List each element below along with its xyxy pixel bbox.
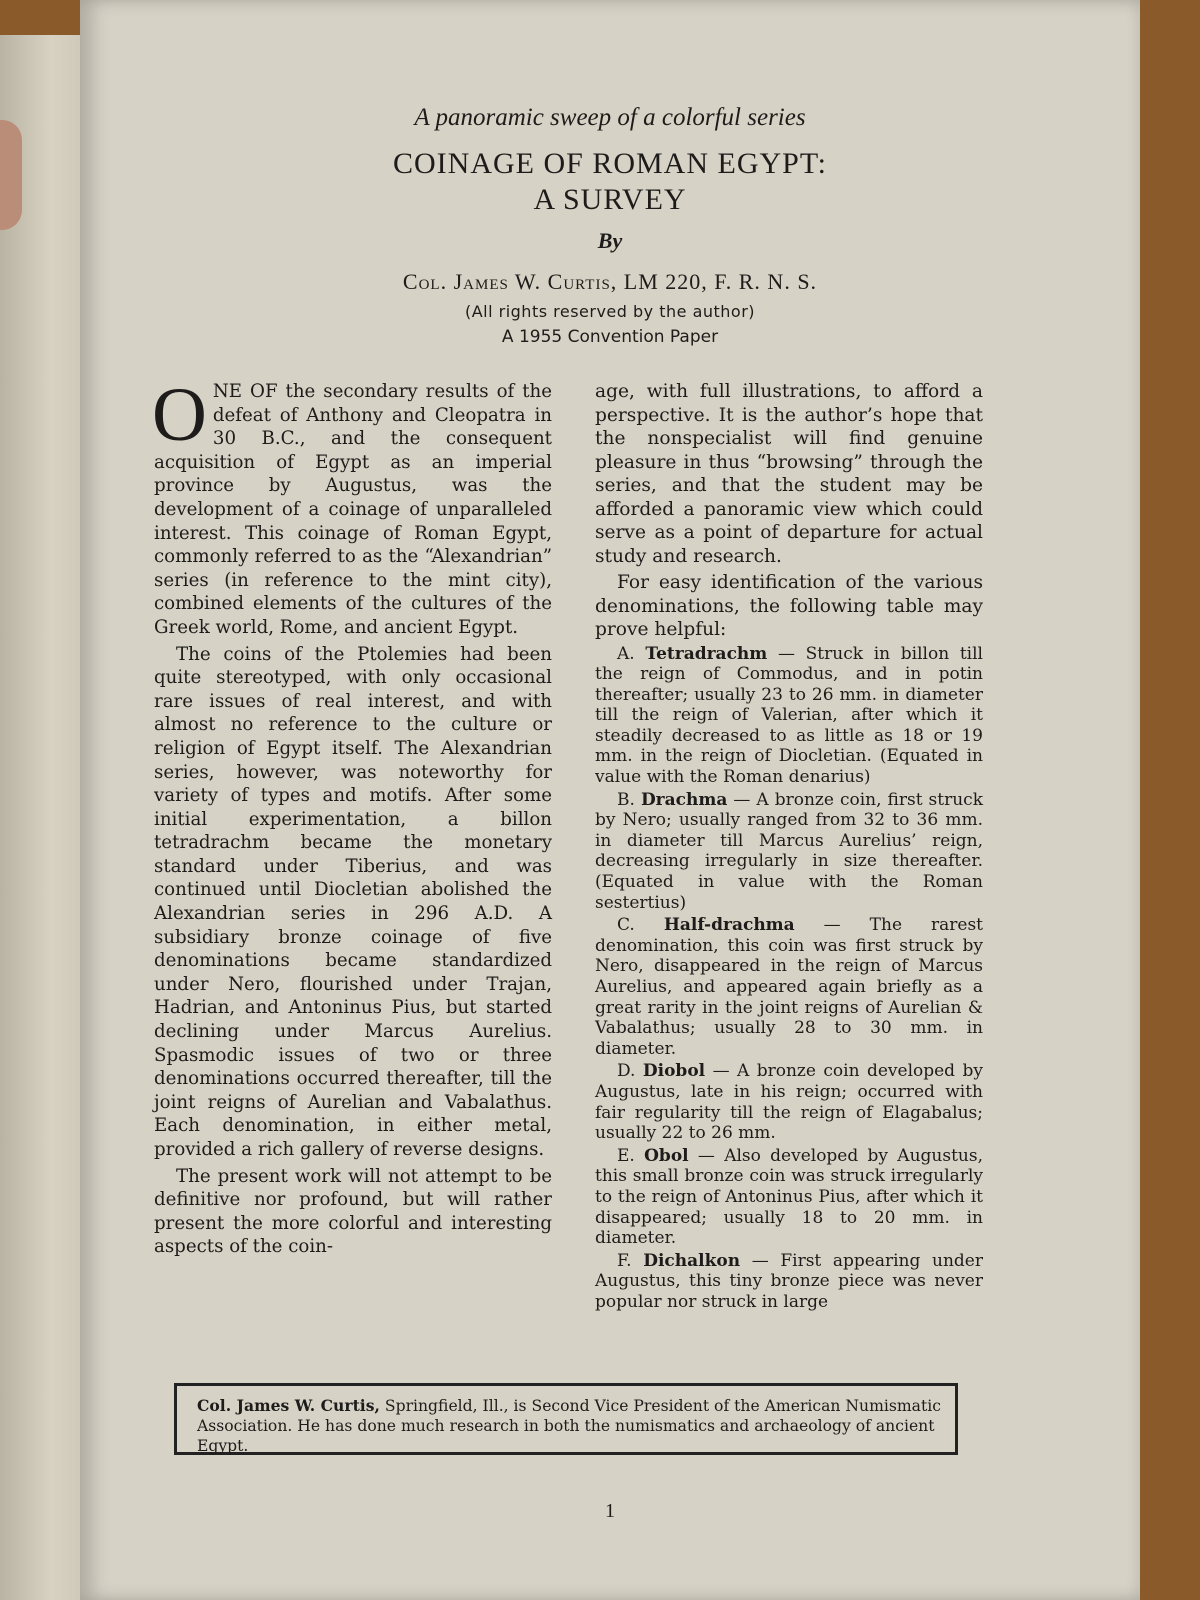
denomination-name: Diobol	[642, 1061, 706, 1082]
denomination-name: Tetradrachm	[645, 643, 768, 664]
rights-notice: (All rights reserved by the author)	[464, 302, 756, 321]
page-number: 1	[605, 1500, 615, 1522]
article-title	[80, 146, 1140, 218]
title-line-2: A SURVEY	[533, 183, 687, 216]
article-page	[80, 0, 1140, 1600]
intro-paragraph	[152, 373, 552, 640]
convention-note: A 1955 Convention Paper	[501, 327, 719, 347]
denomination-item: D. Diobol — A bronze coin developed by Augustus, late in his reign; occurred with fair regularity till the reign of Elagabalus; usually 22 to 26 mm.	[595, 1061, 983, 1144]
title-line-1: COINAGE OF ROMAN EGYPT:	[392, 147, 828, 180]
present-work-paragraph: The present work will not attempt to be definitive nor profound, but will rather present the more colorful and interesting aspects of the coin-	[154, 1165, 552, 1258]
thumb	[0, 120, 22, 230]
kicker: A panoramic sweep of a colorful series	[414, 104, 806, 131]
denomination-name: Drachma	[640, 789, 728, 810]
denomination-item: F. Dichalkon — First appearing under Augustus, this tiny bronze piece was never popular nor struck in large	[595, 1250, 983, 1312]
denomination-item: E. Obol — Also developed by Augustus, this small bronze coin was struck irregularly to the reign of Antoninus Pius, after which it disappeared; usually 18 to 20 mm. in diameter.	[595, 1145, 983, 1249]
denomination-name: Dichalkon	[643, 1250, 741, 1271]
denomination-name: Half-drachma	[663, 915, 795, 936]
ptolemies-paragraph: The coins of the Ptolemies had been quite stereotyped, with only occasional rare issues of real interest, and with almost no reference to the culture or religion of Egypt itself. The Alexandrian series, however, was noteworthy for variety of types and motifs. After some initial experimentation, a billon tetradrachm became the monetary standard under Tiberius, and was continued until Diocletian abolished the Alexandrian series in 296 A.D. A subsidiary bronze coinage of five denominations became standardized under Nero, flourished under Trajan, Hadrian, and Antoninus Pius, but started declining under Marcus Aurelius. Spasmodic issues of two or three denominations occurred thereafter, till the joint reigns of Aurelian and Vabalathus. Each denomination, in either metal, provided a rich gallery of reverse designs.	[154, 643, 552, 1160]
author-bio-box	[174, 1383, 958, 1455]
byline-by: By	[597, 228, 623, 253]
drop-cap: O	[152, 373, 207, 457]
denomination-item: C. Half-drachma — The rarest denomination, this coin was first struck by Nero, disappeared in the reign of Marcus Aurelius, and appeared again briefly as a great rarity in the joint reigns of Aurelian & Vabalathus; usually 28 to 30 mm. in diameter.	[595, 915, 983, 1059]
facing-page-edge	[0, 35, 85, 1600]
table-intro-paragraph: For easy identification of the various denominations, the following table may prove helpful:	[595, 572, 983, 640]
denomination-name: Obol	[644, 1145, 689, 1166]
bio-name: Col. James W. Curtis,	[197, 1396, 380, 1415]
denomination-item: A. Tetradrachm — Struck in billon till the reign of Commodus, and in potin thereafter; usually 23 to 26 mm. in diameter till the reign of Valerian, after which it steadily decreased to as little as 18 or 19 mm. in the reign of Diocletian. (Equated in value with the Roman denarius)	[595, 643, 983, 788]
right-column	[595, 380, 983, 1313]
intro-text: NE OF the secondary results of the defeat of Anthony and Cleopatra in 30 B.C., and the consequent acquisition of Egypt as an imperial province by Augustus, was the development of a coinage of unparalleled interest. This coinage of Roman Egypt, commonly referred to as the “Alexandrian” series (in reference to the mint city), combined elements of the cultures of the Greek world, Rome, and ancient Egypt.	[154, 381, 552, 638]
denomination-item: B. Drachma — A bronze coin, first struck by Nero; usually ranged from 32 to 36 mm. in diameter till Marcus Aurelius’ reign, decreasing irregularly in size thereafter. (Equated in value with the Roman sestertius)	[595, 789, 984, 913]
perspective-paragraph: age, with full illustrations, to afford a perspective. It is the author’s hope that the nonspecialist will find genuine pleasure in thus “browsing” through the series, and that the student may be afforded a panoramic view which could serve as a point of departure for actual study and research.	[595, 381, 983, 567]
bio-text: Springfield, Ill., is Second Vice President of the American Numismatic Association. He has done much research in both the numismatics and archaeology of ancient Egypt.	[197, 1397, 941, 1455]
left-column	[152, 373, 552, 1259]
author-name: Col. James W. Curtis, LM 220, F. R. N. S.	[402, 269, 818, 294]
